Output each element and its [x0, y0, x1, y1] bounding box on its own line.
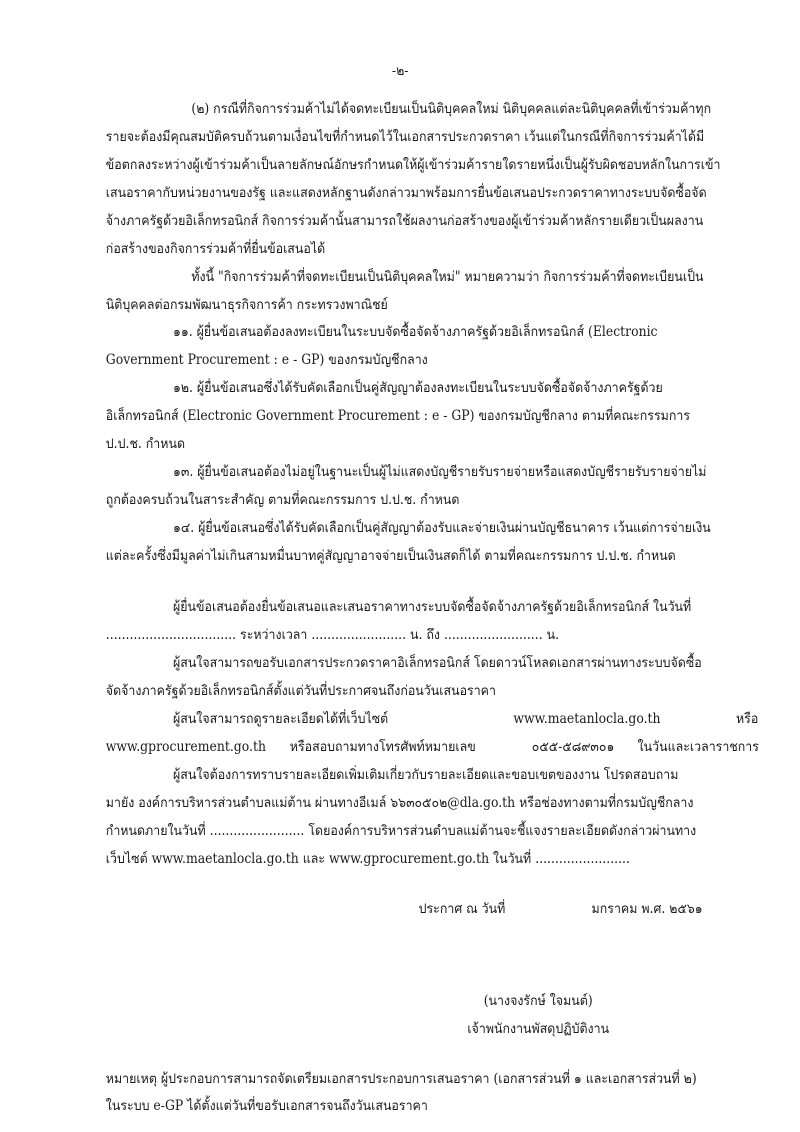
details-phone: ๐๕๕-๕๘๙๓๐๑ — [531, 739, 615, 755]
announce-date: มกราคม พ.ศ. ๒๕๖๑ — [591, 901, 703, 917]
item-13-line-1: ๑๓. ผู้ยื่นข้อเสนอต้องไม่อยู่ในฐานะเป็นผู้ไม่แสดงบัญชีรายรับรายจ่ายหรือแสดงบัญชีรายรับรายจ่ายไม่ — [172, 464, 707, 480]
item-14-line-1: ๑๔. ผู้ยื่นข้อเสนอซึ่งได้รับคัดเลือกเป็นคู่สัญญาต้องรับและจ่ายเงินผ่านบัญชีธนาคาร เว้นแต่การจ่ายเงิน — [172, 520, 711, 536]
page-number: -๒- — [391, 63, 409, 79]
item-12-line-2: อิเล็กทรอนิกส์ (Electronic Government Procurement : e - GP) ของกรมบัญชีกลาง ตามที่คณะกรรมการ — [105, 408, 691, 424]
submission-line-1: ผู้ยื่นข้อเสนอต้องยื่นข้อเสนอและเสนอราคาทางระบบจัดซื้อจัดจ้างภาครัฐด้วยอิเล็กทรอนิกส์ ในวันที่ — [172, 599, 692, 615]
details-label: ผู้สนใจสามารถดูรายละเอียดได้ที่เว็บไซต์ — [172, 711, 389, 727]
joint-venture-line-3: ข้อตกลงระหว่างผู้เข้าร่วมค้าเป็นลายลักษณ์อักษรกำหนดให้ผู้เข้าร่วมค้ารายใดรายหนึ่งเป็นผู้รับผิดชอบหลักในการเข้า — [105, 157, 721, 173]
item-11-line-1: ๑๑. ผู้ยื่นข้อเสนอต้องลงทะเบียนในระบบจัดซื้อจัดจ้างภาครัฐด้วยอิเล็กทรอนิกส์ (Electronic — [172, 324, 658, 340]
download-line-2: จัดจ้างภาครัฐด้วยอิเล็กทรอนิกส์ตั้งแต่วันที่ประกาศจนถึงก่อนวันเสนอราคา — [105, 683, 496, 699]
note-line-1: หมายเหตุ ผู้ประกอบการสามารถจัดเตรียมเอกสารประกอบการเสนอราคา (เอกสารส่วนที่ ๑ และเอกสารส่วนที่ ๒) — [105, 1071, 697, 1087]
inquiry-line-1: ผู้สนใจต้องการทราบรายละเอียดเพิ่มเติมเกี่ยวกับรายละเอียดและขอบเขตของงาน โปรดสอบถาม — [172, 767, 679, 783]
definition-line-1: ทั้งนี้ "กิจการร่วมค้าที่จดทะเบียนเป็นนิติบุคคลใหม่" หมายความว่า กิจการร่วมค้าที่จดทะเบียนเป็น — [191, 269, 704, 285]
joint-venture-line-2: รายจะต้องมีคุณสมบัติครบถ้วนตามเงื่อนไขที่กำหนดไว้ในเอกสารประกวดราคา เว้นแต่ในกรณีที่กิจการร่วมค้าได้มี — [105, 129, 705, 145]
details-or: หรือ — [736, 711, 759, 727]
inquiry-line-2: มายัง องค์การบริหารส่วนตำบลแม่ต้าน ผ่านทางอีเมล์ ๖๖๓๐๕๐๒@dla.go.th หรือช่องทางตามที่กรมบัญชีกลาง — [105, 795, 694, 811]
joint-venture-line-5: จ้างภาครัฐด้วยอิเล็กทรอนิกส์ กิจการร่วมค้านั้นสามารถใช้ผลงานก่อสร้างของผู้เข้าร่วมค้าหลักรายเดียวเป็นผลงาน — [105, 213, 704, 229]
item-12-line-3: ป.ป.ช. กำหนด — [105, 436, 186, 452]
announce-label: ประกาศ ณ วันที่ — [418, 901, 506, 917]
item-14-line-2: แต่ละครั้งซึ่งมีมูลค่าไม่เกินสามหมื่นบาทคู่สัญญาอาจจ่ายเป็นเงินสดก็ได้ ตามที่คณะกรรมการ ป.ป.ช. กำหนด — [105, 548, 676, 564]
details-website-2[interactable]: www.gprocurement.go.th — [105, 739, 266, 755]
joint-venture-line-6: ก่อสร้างของกิจการร่วมค้าที่ยื่นข้อเสนอได้ — [105, 241, 326, 257]
item-11-line-2: Government Procurement : e - GP) ของกรมบัญชีกลาง — [105, 352, 428, 368]
joint-venture-line-4: เสนอราคากับหน่วยงานของรัฐ และแสดงหลักฐานดังกล่าวมาพร้อมการยื่นข้อเสนอประกวดราคาทางระบบจัดซื้อจัด — [105, 185, 707, 201]
submission-line-2: ................................. ระหว่างเวลา ........................ น. ถึง ......................... น. — [105, 627, 560, 643]
signatory-position: เจ้าพนักงานพัสดุปฏิบัติงาน — [467, 1021, 610, 1037]
signatory-name: (นางจงรักษ์ ใจมนต์) — [483, 993, 593, 1009]
details-phone-label: หรือสอบถามทางโทรศัพท์หมายเลข — [289, 739, 476, 755]
inquiry-line-3: กำหนดภายในวันที่ ........................ โดยองค์การบริหารส่วนตำบลแม่ต้านจะชี้แจงรายละเอียดดังกล่าวผ่านทาง — [105, 823, 697, 839]
details-office-hours: ในวันและเวลาราชการ — [637, 739, 759, 755]
inquiry-line-4: เว็บไซต์ www.maetanlocla.go.th และ www.gprocurement.go.th ในวันที่ ........................ — [105, 851, 630, 867]
details-website-1[interactable]: www.maetanlocla.go.th — [513, 711, 661, 727]
item-12-line-1: ๑๒. ผู้ยื่นข้อเสนอซึ่งได้รับคัดเลือกเป็นคู่สัญญาต้องลงทะเบียนในระบบจัดซื้อจัดจ้างภาครัฐด้วย — [172, 380, 663, 396]
joint-venture-line-1: (๒) กรณีที่กิจการร่วมค้าไม่ได้จดทะเบียนเป็นนิติบุคคลใหม่ นิติบุคคลแต่ละนิติบุคคลที่เข้าร่วมค้าทุก — [191, 101, 712, 117]
download-line-1: ผู้สนใจสามารถขอรับเอกสารประกวดราคาอิเล็กทรอนิกส์ โดยดาวน์โหลดเอกสารผ่านทางระบบจัดซื้อ — [172, 655, 702, 671]
definition-line-2: นิติบุคคลต่อกรมพัฒนาธุรกิจการค้า กระทรวงพาณิชย์ — [105, 297, 388, 313]
item-13-line-2: ถูกต้องครบถ้วนในสาระสำคัญ ตามที่คณะกรรมการ ป.ป.ช. กำหนด — [105, 492, 460, 508]
note-line-2: ในระบบ e-GP ได้ตั้งแต่วันที่ขอรับเอกสารจนถึงวันเสนอราคา — [105, 1098, 428, 1114]
